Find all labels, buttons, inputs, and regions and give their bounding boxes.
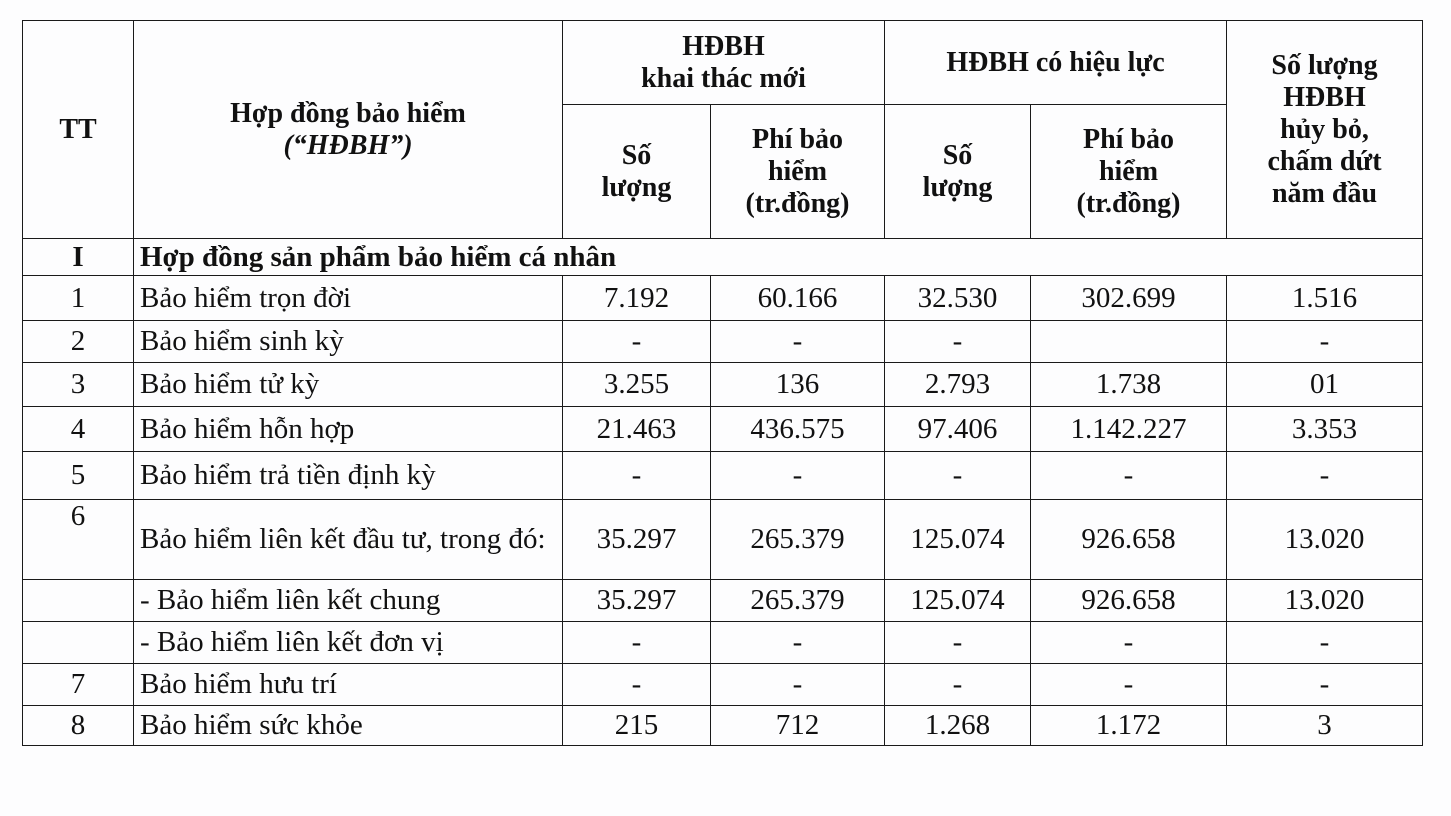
- row-tt: 7: [23, 664, 134, 706]
- row-name: - Bảo hiểm liên kết đơn vị: [134, 622, 563, 664]
- row-active-premium: [1031, 321, 1227, 363]
- row-name: Bảo hiểm trọn đời: [134, 276, 563, 321]
- row-active-qty: 97.406: [885, 407, 1031, 452]
- header-premium-line3: (tr.đồng): [1076, 187, 1181, 219]
- table-row: [23, 706, 1423, 746]
- row-new-qty: 215: [563, 706, 711, 746]
- row-name: Bảo hiểm hưu trí: [134, 664, 563, 706]
- row-new-premium: 265.379: [711, 580, 885, 622]
- row-active-qty: -: [885, 622, 1031, 664]
- header-tt: TT: [23, 21, 134, 239]
- row-active-premium: 1.142.227: [1031, 407, 1227, 452]
- row-new-qty: 21.463: [563, 407, 711, 452]
- header-contract: [134, 21, 563, 239]
- row-new-qty: -: [563, 452, 711, 500]
- header-premium-line3: (tr.đồng): [745, 187, 850, 219]
- row-cancelled: -: [1227, 321, 1423, 363]
- row-cancelled: -: [1227, 664, 1423, 706]
- header-cancelled: [1227, 21, 1423, 239]
- header-premium-line2: hiểm: [767, 155, 828, 187]
- insurance-contracts-table: [22, 20, 1423, 746]
- row-name: Bảo hiểm hỗn hợp: [134, 407, 563, 452]
- row-active-premium: -: [1031, 664, 1227, 706]
- row-cancelled: -: [1227, 622, 1423, 664]
- header-new-line1: HĐBH: [682, 30, 765, 62]
- row-new-premium: 136: [711, 363, 885, 407]
- header-active-qty: [885, 105, 1031, 239]
- row-tt: 8: [23, 706, 134, 746]
- table-row: [23, 407, 1423, 452]
- header-cancel-line3: hủy bỏ,: [1280, 113, 1369, 145]
- header-qty-line2: lượng: [601, 171, 672, 203]
- header-new-premium: [711, 105, 885, 239]
- table-row: [23, 500, 1423, 580]
- row-name: Bảo hiểm sinh kỳ: [134, 321, 563, 363]
- row-cancelled: -: [1227, 452, 1423, 500]
- row-tt: [23, 580, 134, 622]
- row-new-qty: 35.297: [563, 580, 711, 622]
- header-new-contracts: [563, 21, 885, 105]
- header-qty-line1: Số: [942, 139, 973, 171]
- table-row: [23, 452, 1423, 500]
- row-new-premium: -: [711, 321, 885, 363]
- row-active-qty: -: [885, 664, 1031, 706]
- row-active-qty: -: [885, 452, 1031, 500]
- header-cancel-line2: HĐBH: [1283, 81, 1366, 113]
- section-label: Hợp đồng sản phẩm bảo hiểm cá nhân: [134, 239, 1423, 276]
- row-new-premium: 436.575: [711, 407, 885, 452]
- row-new-premium: -: [711, 664, 885, 706]
- row-tt: 2: [23, 321, 134, 363]
- header-contract-label: Hợp đồng bảo hiểm: [230, 97, 466, 129]
- table-row: [23, 664, 1423, 706]
- row-new-qty: 7.192: [563, 276, 711, 321]
- row-active-premium: 926.658: [1031, 580, 1227, 622]
- header-cancel-line5: năm đầu: [1271, 177, 1378, 209]
- header-active-contracts: [885, 21, 1227, 105]
- row-new-qty: -: [563, 321, 711, 363]
- row-new-premium: -: [711, 452, 885, 500]
- row-tt: 1: [23, 276, 134, 321]
- row-active-premium: -: [1031, 622, 1227, 664]
- row-cancelled: 13.020: [1227, 580, 1423, 622]
- header-new-qty: [563, 105, 711, 239]
- table-row: [23, 622, 1423, 664]
- table-row: [23, 276, 1423, 321]
- row-active-qty: 125.074: [885, 500, 1031, 580]
- row-active-premium: 926.658: [1031, 500, 1227, 580]
- row-active-qty: 2.793: [885, 363, 1031, 407]
- row-active-premium: 1.738: [1031, 363, 1227, 407]
- row-active-premium: 302.699: [1031, 276, 1227, 321]
- row-tt: 5: [23, 452, 134, 500]
- row-active-premium: 1.172: [1031, 706, 1227, 746]
- header-cancel-line4: chấm dứt: [1267, 145, 1382, 177]
- row-new-premium: 265.379: [711, 500, 885, 580]
- row-cancelled: 01: [1227, 363, 1423, 407]
- header-cancel-line1: Số lượng: [1271, 49, 1378, 81]
- section-tt: I: [23, 239, 134, 276]
- row-new-premium: 712: [711, 706, 885, 746]
- table-row: [23, 321, 1423, 363]
- row-new-qty: 35.297: [563, 500, 711, 580]
- header-qty-line1: Số: [621, 139, 652, 171]
- row-name: Bảo hiểm trả tiền định kỳ: [134, 452, 563, 500]
- table-row: [23, 580, 1423, 622]
- table-row: [23, 363, 1423, 407]
- header-active-premium: [1031, 105, 1227, 239]
- row-active-qty: 32.530: [885, 276, 1031, 321]
- header-qty-line2: lượng: [922, 171, 993, 203]
- row-active-qty: 1.268: [885, 706, 1031, 746]
- row-active-premium: -: [1031, 452, 1227, 500]
- row-tt: 3: [23, 363, 134, 407]
- row-name: Bảo hiểm sức khỏe: [134, 706, 563, 746]
- row-tt: [23, 622, 134, 664]
- section-row: [23, 239, 1423, 276]
- row-cancelled: 3: [1227, 706, 1423, 746]
- row-name: Bảo hiểm tử kỳ: [134, 363, 563, 407]
- row-name: Bảo hiểm liên kết đầu tư, trong đó:: [134, 500, 563, 580]
- row-cancelled: 1.516: [1227, 276, 1423, 321]
- row-new-premium: -: [711, 622, 885, 664]
- row-cancelled: 3.353: [1227, 407, 1423, 452]
- header-premium-line1: Phí bảo: [1083, 123, 1175, 155]
- header-premium-line2: hiểm: [1098, 155, 1159, 187]
- row-active-qty: 125.074: [885, 580, 1031, 622]
- row-new-qty: -: [563, 622, 711, 664]
- header-contract-abbrev: (“HĐBH”): [283, 129, 413, 161]
- row-new-qty: -: [563, 664, 711, 706]
- row-tt: 6: [23, 500, 134, 580]
- row-new-qty: 3.255: [563, 363, 711, 407]
- row-cancelled: 13.020: [1227, 500, 1423, 580]
- row-name: - Bảo hiểm liên kết chung: [134, 580, 563, 622]
- row-tt: 4: [23, 407, 134, 452]
- row-new-premium: 60.166: [711, 276, 885, 321]
- header-active-label: HĐBH có hiệu lực: [946, 46, 1165, 78]
- row-active-qty: -: [885, 321, 1031, 363]
- header-premium-line1: Phí bảo: [751, 123, 844, 155]
- header-new-line2: khai thác mới: [641, 62, 806, 94]
